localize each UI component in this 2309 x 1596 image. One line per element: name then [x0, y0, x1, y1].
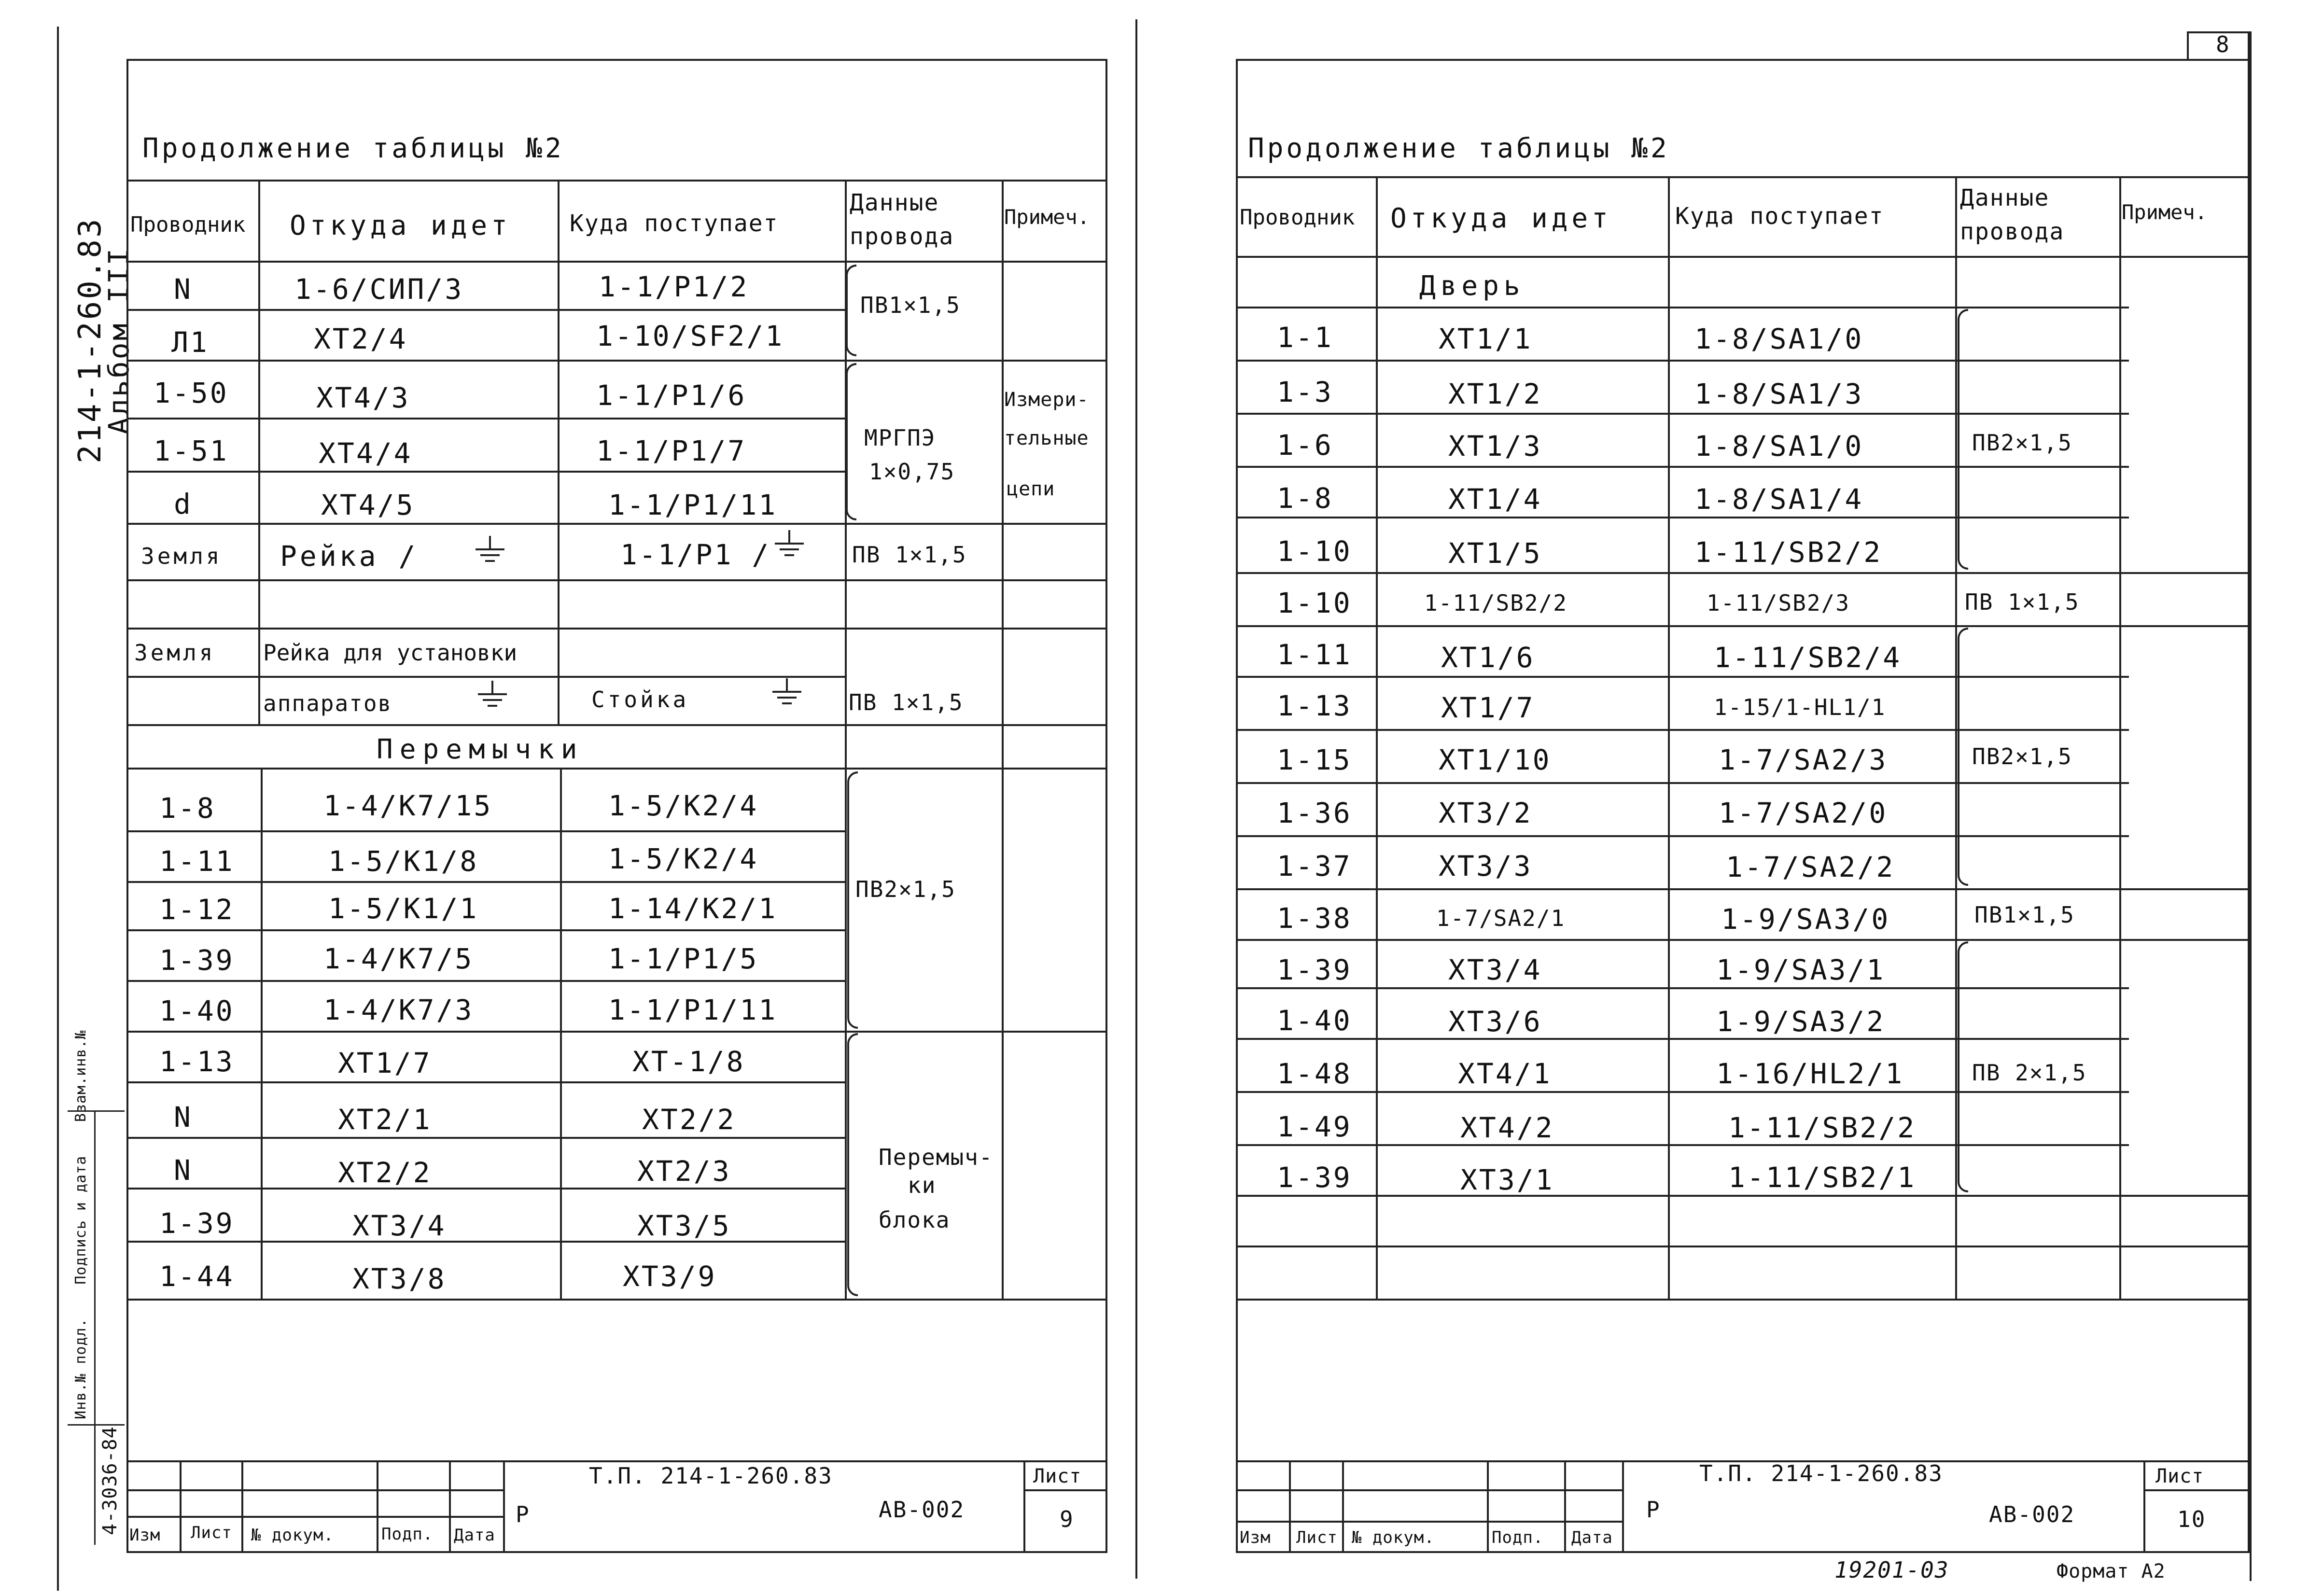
left-page: 214-1-260.83 Альбом III Продолжение таблицы №2 Проводник Откуда идет Куда поступает Данные провода Примеч. N 1-6/СИП/3 1-1/Р1/2 Л1 ХТ2/4 1-10/SF2/1 1-50 ХТ4/3 1-1/Р1/6 1-51 ХТ4/4 1-1/Р1/7 d ХТ4/5 1-1/Р1/11 Земля Рейка / 1-1/Р1 / ПВ 1×1,5 Земля Рейка для установки аппаратов Стойка ПВ 1×1,5 ПВ1×1,5 МРГПЭ 1×0,75 Измери- тельные цепи Перемычки 1-8 1-4/К7/15 1-5/К2/4 1-11 1-5/К1/8 1-5/К2/4 1-12 1-5/К1/1 1-14/К2/1 1-39 1-4/К7/5 1-1/Р1/5 1-40 1-4/К7/3 1-1/Р1/11 1-13 ХТ1/7 ХТ-1/8 N ХТ2/1 ХТ2/2 N ХТ2/2 ХТ2/3 1-39 ХТ3/4 ХТ3/5 1-44 ХТ3/8 ХТ3/9 ПВ2×1,5 Перемыч- ки блока Изм Лист № докум. Подп. Дата Р Т.П. 214-1-260.83 АВ-002 Лист 9 Инв.№ подл. Подпись и дата Взам.инв.№ 4-3036-84 [0, 0, 1139, 1596]
ground-symbol [772, 530, 806, 559]
corner-number: 8 [2216, 31, 2230, 57]
stamp-col: № докум. [1352, 1528, 1435, 1547]
header-conductor: Проводник [130, 212, 246, 237]
side-stamp-field: Инв.№ подл. Подпись и дата Взам.инв.№ [72, 1030, 89, 1419]
ground-symbol [770, 678, 804, 707]
stamp-col: Изм [1240, 1528, 1271, 1547]
stamp-col: № докум. [251, 1526, 334, 1545]
stamp-code: АВ-002 [1989, 1501, 2075, 1527]
right-table-title: Продолжение таблицы №2 [1248, 133, 1670, 164]
stamp-code: АВ-002 [879, 1497, 965, 1523]
jumpers-title: Перемычки [377, 734, 584, 765]
format-label: Формат А2 [2057, 1560, 2166, 1582]
inv-number: 4-3036-84 [99, 1426, 121, 1535]
stamp-letter: Р [1646, 1497, 1661, 1523]
brace [847, 1033, 858, 1296]
wire-group-label: ПВ2×1,5 [1972, 430, 2072, 456]
album-label: Альбом III [102, 246, 135, 434]
header-to: Куда поступает [570, 210, 779, 237]
stamp-col: Дата [1571, 1528, 1613, 1547]
header-from: Откуда идет [1390, 203, 1612, 234]
wire-group-label: МРГПЭ [864, 425, 936, 451]
brace [846, 363, 856, 520]
section-title: Дверь [1419, 270, 1525, 302]
stamp-col: Дата [454, 1526, 495, 1545]
stamp-sheet: 9 [1060, 1506, 1074, 1532]
stamp-letter: Р [516, 1501, 530, 1527]
header-note: Примеч. [2122, 200, 2208, 224]
stamp-col: Изм [129, 1526, 161, 1545]
stamp-col: Подп. [1492, 1528, 1544, 1547]
stamp-col: Подп. [381, 1525, 434, 1544]
jumper-group-label: Перемыч- [879, 1144, 994, 1170]
wire-group-label: ПВ2×1,5 [1972, 743, 2072, 770]
wire-group-label: 1×0,75 [869, 459, 955, 485]
stamp-col: Лист [191, 1523, 232, 1542]
header-wire: Данные провода [1960, 184, 2065, 245]
stamp-doc: Т.П. 214-1-260.83 [1699, 1460, 1943, 1486]
note-text: цепи [1007, 478, 1055, 500]
header-to: Куда поступает [1675, 203, 1884, 230]
jumper-group-label: блока [879, 1207, 951, 1233]
ground-symbol [476, 681, 509, 710]
brace [1958, 309, 1968, 570]
stamp-doc: Т.П. 214-1-260.83 [589, 1463, 833, 1489]
brace [1958, 941, 1968, 1192]
wire-group-label: ПВ1×1,5 [860, 292, 961, 318]
note-text: Измери- [1004, 389, 1089, 411]
side-label: 214-1-260.83 [72, 217, 108, 463]
stamp-sheet-label: Лист [1033, 1465, 1082, 1487]
wire-group-label: ПВ2×1,5 [855, 876, 956, 902]
brace [1958, 628, 1968, 886]
bottom-note: 19201-03 [1834, 1557, 1949, 1583]
wire-group-label: ПВ 2×1,5 [1972, 1060, 2087, 1086]
header-wire: Данные провода [850, 189, 954, 250]
left-table-title: Продолжение таблицы №2 [142, 133, 564, 164]
header-conductor: Проводник [1240, 205, 1355, 230]
note-text: тельные [1004, 427, 1089, 449]
stamp-sheet: 10 [2177, 1506, 2206, 1532]
stamp-col: Лист [1296, 1528, 1338, 1547]
jumper-group-label: ки [908, 1172, 937, 1198]
brace [846, 265, 856, 356]
ground-symbol [473, 536, 507, 565]
stamp-sheet-label: Лист [2155, 1465, 2204, 1487]
right-page: 8 Продолжение таблицы №2 Проводник Откуда идет Куда поступает Данные провода Примеч. Дверь 1-1 ХТ1/1 1-8/SA1/0 1-3 ХТ1/2 1-8/SA1/3 1-6 ХТ1/3 1-8/SA1/0 1-8 ХТ1/4 1-8/SA1/4 1-10 ХТ1/5 1-11/SB2/2 1-10 1-11/SB2/2 1-11/SB2/3 ПВ 1×1,5 1-11 ХТ1/6 1-11/SB2/4 1-13 ХТ1/7 1-15/1-НL1/1 1-15 ХТ1/10 1-7/SA2/3 1-36 ХТ3/2 1-7/SA2/0 1-37 ХТ3/3 1-7/SA2/2 1-38 1-7/SA2/1 1-9/SA3/0 ПВ1×1,5 1-39 ХТ3/4 1-9/SA3/1 1-40 ХТ3/6 1-9/SA3/2 1-48 ХТ4/1 1-16/НL2/1 1-49 ХТ4/2 1-11/SB2/2 1-39 ХТ3/1 1-11/SB2/1 ПВ2×1,5 ПВ2×1,5 ПВ 2×1,5 Изм Лист № докум. Подп. Дата Р Т.П. 214-1-260.83 АВ-002 Лист 10 19201-03 Формат А2 [1139, 0, 2309, 1596]
header-from: Откуда идет [290, 210, 511, 241]
header-note: Примеч. [1004, 205, 1090, 229]
